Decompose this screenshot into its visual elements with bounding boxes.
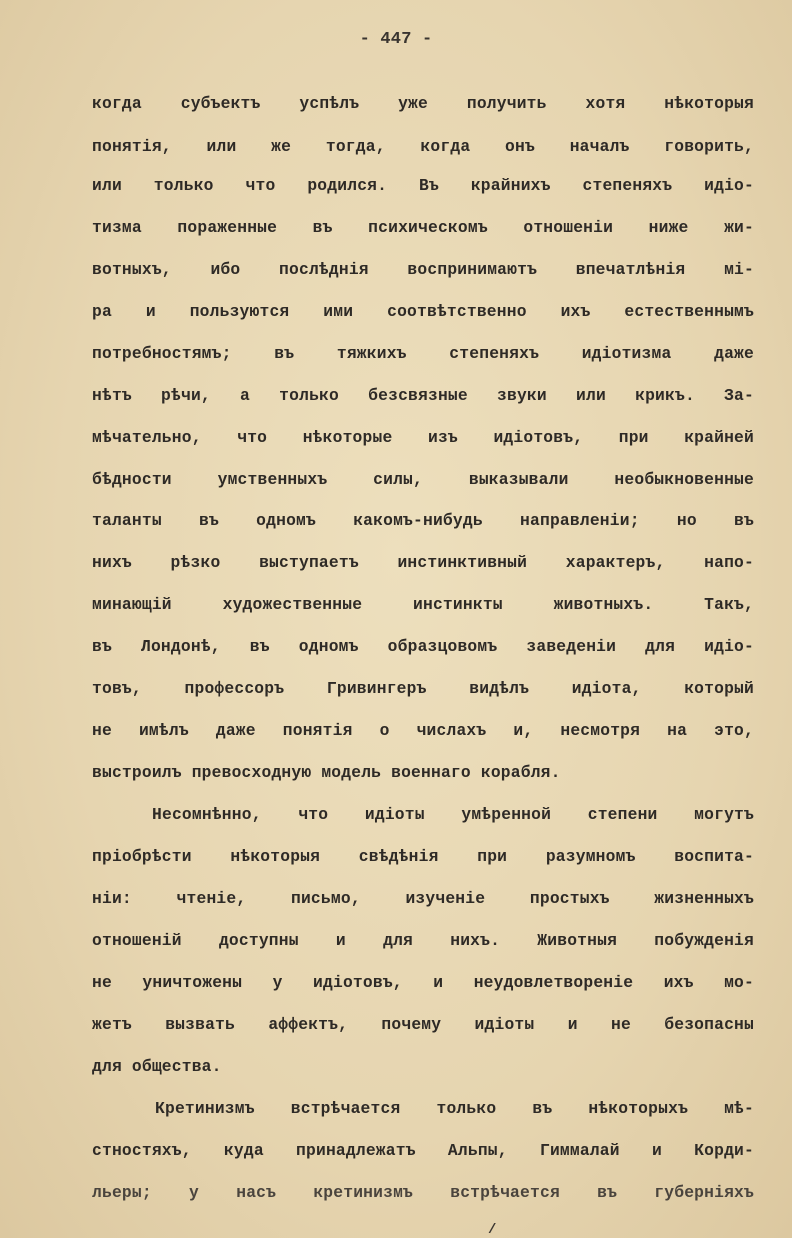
- text-line: въ Лондонѣ, въ одномъ образцовомъ заведеніи для идіо-: [92, 637, 754, 656]
- text-line: отношеній доступны и для нихъ. Животныя побужденія: [92, 931, 754, 950]
- text-line: тизма пораженные въ психическомъ отношеніи ниже жи-: [92, 218, 754, 237]
- text-line: стностяхъ, куда принадлежатъ Альпы, Гиммалай и Корди-: [92, 1141, 754, 1160]
- text-line: или только что родился. Въ крайнихъ степеняхъ идіо-: [92, 176, 754, 195]
- text-line: выстроилъ превосходную модель военнаго корабля.: [92, 763, 561, 782]
- text-line: не имѣлъ даже понятія о числахъ и, несмотря на это,: [92, 721, 754, 740]
- page-number: - 447 -: [359, 30, 433, 49]
- text-line: бѣдности умственныхъ силы, выказывали необыкновенные: [92, 470, 754, 489]
- text-line: жетъ вызвать аффектъ, почему идіоты и не безопасны: [92, 1015, 754, 1034]
- text-line: нѣтъ рѣчи, а только безсвязные звуки или крикъ. За-: [92, 386, 754, 405]
- text-line: вотныхъ, ибо послѣднія воспринимаютъ впечатлѣнія мі-: [92, 260, 754, 279]
- text-line: не уничтожены у идіотовъ, и неудовлетвореніе ихъ мо-: [92, 973, 754, 992]
- text-line: минающій художественные инстинкты животныхъ. Такъ,: [92, 595, 754, 614]
- text-line: льеры; у насъ кретинизмъ встрѣчается въ губерніяхъ: [92, 1183, 754, 1202]
- text-line: мѣчательно, что нѣкоторые изъ идіотовъ, при крайней: [92, 428, 754, 447]
- text-line: для общества.: [92, 1057, 222, 1076]
- text-line: ніи: чтеніе, письмо, изученіе простыхъ жизненныхъ: [92, 889, 754, 908]
- text-line: когда субъектъ успѣлъ уже получить хотя нѣкоторыя: [92, 94, 754, 113]
- text-line: нихъ рѣзко выступаетъ инстинктивный характеръ, напо-: [92, 553, 754, 572]
- text-line: таланты въ одномъ какомъ-нибудь направленіи; но въ: [92, 511, 754, 530]
- text-line: понятія, или же тогда, когда онъ началъ говорить,: [92, 137, 754, 156]
- paragraph-first-line: Кретинизмъ встрѣчается только въ нѣкоторыхъ мѣ-: [155, 1099, 754, 1118]
- text-line: ра и пользуются ими соотвѣтственно ихъ естественнымъ: [92, 302, 754, 321]
- stray-mark-icon: /: [488, 1222, 497, 1238]
- paragraph-first-line: Несомнѣнно, что идіоты умѣренной степени могутъ: [152, 805, 754, 824]
- text-line: пріобрѣсти нѣкоторыя свѣдѣнія при разумномъ воспита-: [92, 847, 754, 866]
- text-line: товъ, профессоръ Гривингеръ видѣлъ идіота, который: [92, 679, 754, 698]
- text-line: потребностямъ; въ тяжкихъ степеняхъ идіотизма даже: [92, 344, 754, 363]
